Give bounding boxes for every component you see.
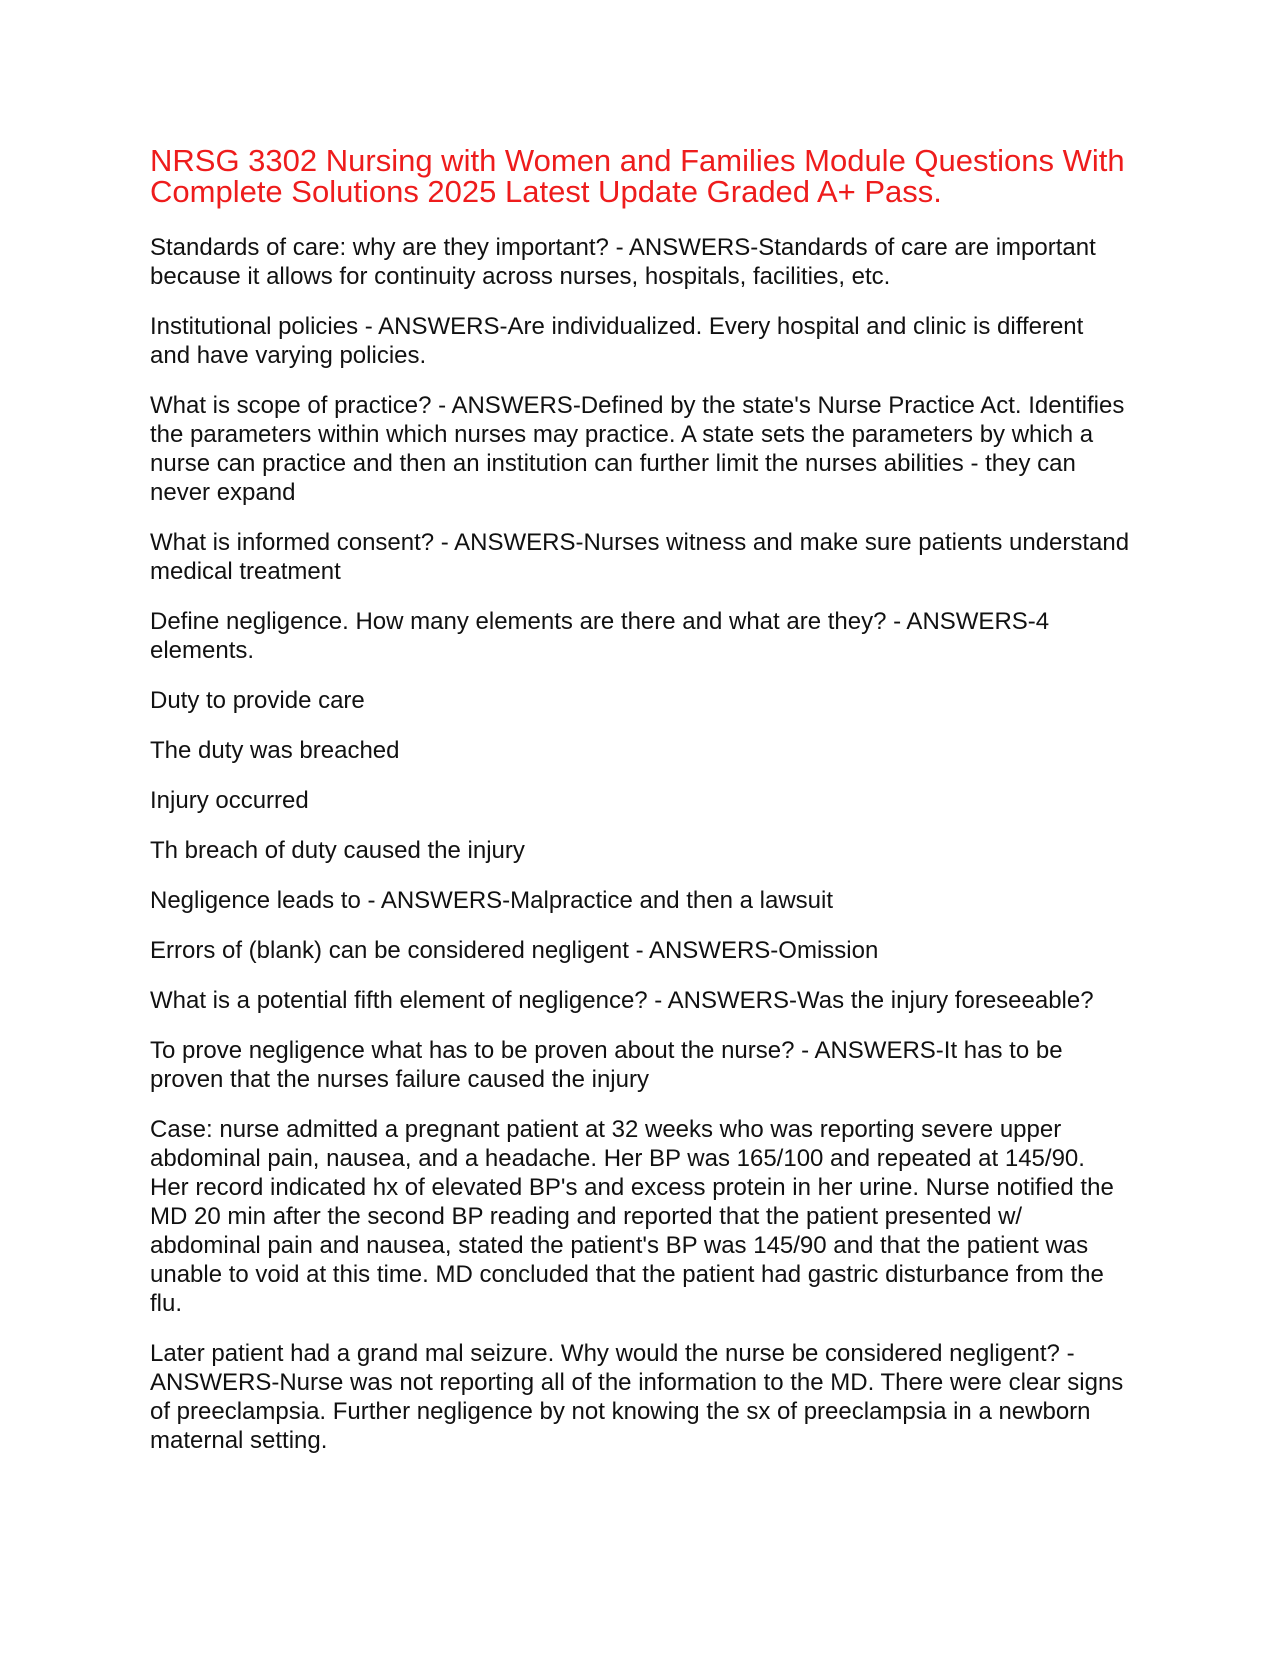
negligence-element-2: The duty was breached [150, 737, 400, 764]
qa-institutional-policies: Institutional policies - ANSWERS-Are individualized. Every hospital and clinic is different and have varying policies. [150, 313, 1084, 369]
qa-case-negligence: Later patient had a grand mal seizure. Why would the nurse be considered negligent? - ANSWERS-Nurse was not reporting all of the information to the MD. There were clear signs of preeclampsia. Further negligence by not knowing the sx of preeclampsia in a newborn maternal setting. [150, 1340, 1124, 1454]
qa-fifth-element: What is a potential fifth element of negligence? - ANSWERS-Was the injury foreseeable? [150, 987, 1094, 1014]
document-body [150, 145, 1130, 1476]
qa-prove-negligence: To prove negligence what has to be proven about the nurse? - ANSWERS-It has to be proven that the nurses failure caused the injury [150, 1037, 1063, 1093]
qa-negligence-leads-to: Negligence leads to - ANSWERS-Malpractice and then a lawsuit [150, 887, 833, 914]
document-title: NRSG 3302 Nursing with Women and Families Module Questions With Complete Solutions 2025 Latest Update Graded A+ Pass. [150, 143, 1125, 209]
qa-standards-of-care: Standards of care: why are they important? - ANSWERS-Standards of care are important because it allows for continuity across nurses, hospitals, facilities, etc. [150, 234, 1096, 290]
qa-informed-consent: What is informed consent? - ANSWERS-Nurses witness and make sure patients understand medical treatment [150, 529, 1130, 585]
negligence-element-4: Th breach of duty caused the injury [150, 837, 525, 864]
qa-scope-of-practice: What is scope of practice? - ANSWERS-Defined by the state's Nurse Practice Act. Identifies the parameters within which nurses may practice. A state sets the parameters by which a nurse can practice and then an institution can further limit the nurses abilities - they can never expand [150, 392, 1125, 506]
qa-errors-of-omission: Errors of (blank) can be considered negligent - ANSWERS-Omission [150, 937, 879, 964]
negligence-element-1: Duty to provide care [150, 687, 365, 714]
qa-define-negligence: Define negligence. How many elements are there and what are they? - ANSWERS-4 elements. [150, 608, 1050, 664]
case-description: Case: nurse admitted a pregnant patient at 32 weeks who was reporting severe upper abdominal pain, nausea, and a headache. Her BP was 165/100 and repeated at 145/90. Her record indicated hx of elevated BP's and excess protein in her urine. Nurse notified the MD 20 min after the second BP reading and reported that the patient presented w/ abdominal pain and nausea, stated the patient's BP was 145/90 and that the patient was unable to void at this time. MD concluded that the patient had gastric disturbance from the flu. [150, 1116, 1114, 1317]
negligence-element-3: Injury occurred [150, 787, 309, 814]
